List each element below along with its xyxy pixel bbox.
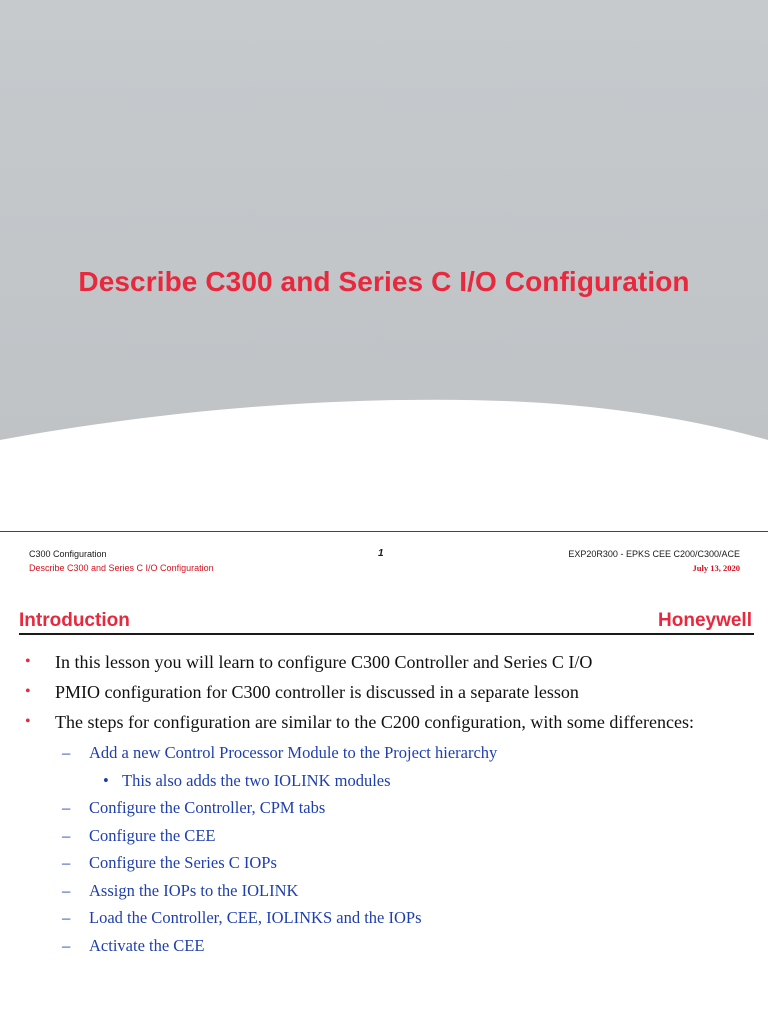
gray-banner-shape [0, 0, 768, 470]
honeywell-logo: Honeywell [658, 610, 752, 631]
step-text: Add a new Control Processor Module to the Project hierarchy [89, 743, 498, 762]
step-text: Activate the CEE [89, 935, 205, 955]
bullet-icon: • [103, 770, 109, 790]
step-item [0, 825, 768, 853]
dash-icon: – [62, 853, 71, 872]
sub-step-item [0, 770, 768, 798]
bullet-icon: • [25, 683, 31, 700]
meta-right [568, 547, 740, 575]
date-label: July 13, 2020 [692, 563, 740, 573]
bullet-item [0, 650, 768, 674]
dash-icon: – [62, 798, 71, 817]
dash-icon: – [62, 825, 71, 845]
header-rule [19, 633, 754, 635]
bullet-icon: • [25, 713, 31, 730]
course-label: C300 Configuration [29, 549, 107, 559]
slide-body [0, 650, 768, 962]
step-text: Configure the CEE [89, 825, 216, 845]
slide-divider [0, 531, 768, 532]
step-text: Configure the Series C IOPs [89, 853, 277, 872]
dash-icon: – [62, 908, 71, 927]
lesson-label: Describe C300 and Series C I/O Configuration [29, 563, 214, 573]
course-code: EXP20R300 - EPKS CEE C200/C300/ACE [568, 549, 740, 559]
bullet-text: In this lesson you will learn to configure C300 Controller and Series C I/O [55, 652, 593, 672]
title-slide [0, 0, 768, 470]
bullet-item [0, 680, 768, 704]
step-text: Assign the IOPs to the IOLINK [89, 880, 299, 900]
bullet-text: PMIO configuration for C300 controller is discussed in a separate lesson [55, 682, 579, 702]
step-item [0, 907, 768, 935]
sub-step-text: This also adds the two IOLINK modules [122, 770, 391, 790]
step-item [0, 852, 768, 880]
step-item [0, 797, 768, 825]
dash-icon: – [62, 935, 71, 955]
slide-title: Describe C300 and Series C I/O Configuration [78, 266, 690, 297]
step-text: Load the Controller, CEE, IOLINKS and the IOPs [89, 908, 422, 927]
page-number: 1 [378, 548, 384, 559]
step-item [0, 935, 768, 963]
step-text: Configure the Controller, CPM tabs [89, 798, 326, 817]
bullet-text: The steps for configuration are similar to the C200 configuration, with some differences: [55, 712, 694, 732]
bullet-icon: • [25, 653, 31, 670]
dash-icon: – [62, 880, 71, 900]
bullet-item [0, 710, 768, 734]
dash-icon: – [62, 743, 71, 762]
section-title: Introduction [19, 610, 130, 631]
step-item [0, 742, 768, 770]
meta-left [29, 547, 214, 575]
step-item [0, 880, 768, 908]
